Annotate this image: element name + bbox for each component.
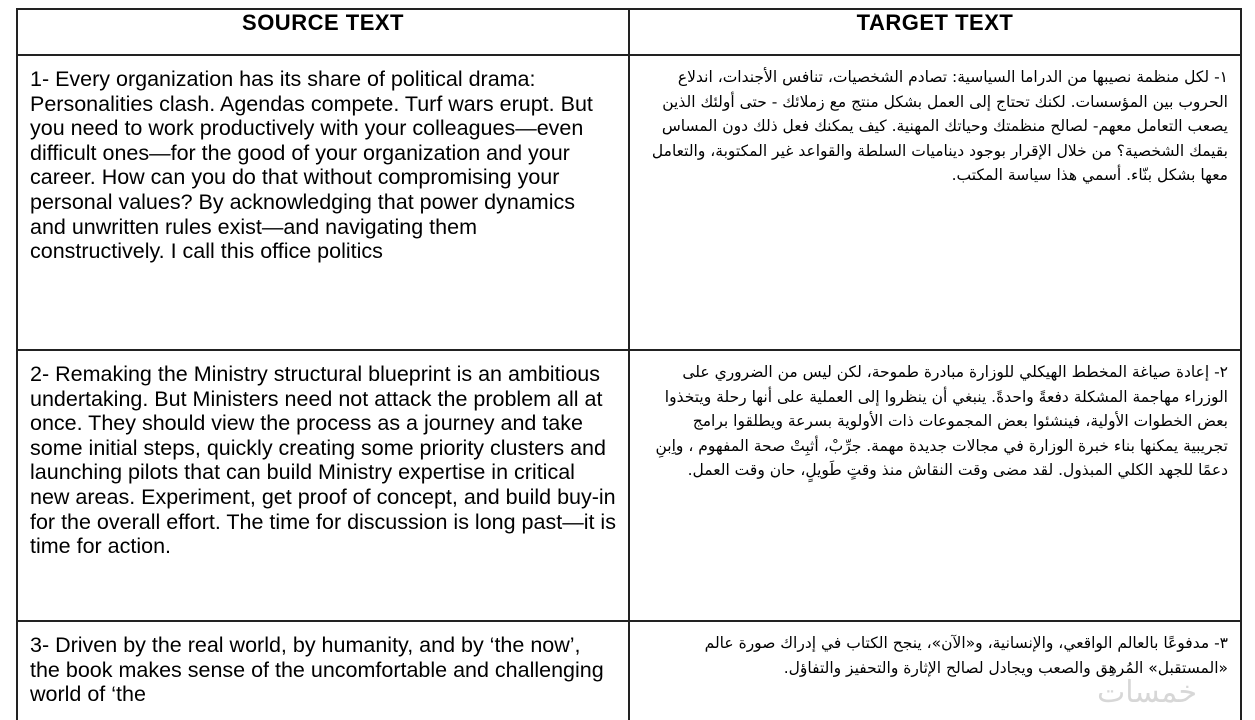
target-text: ١- لكل منظمة نصيبها من الدراما السياسية: تصادم الشخصيات، تنافس الأجندات، اندلاع الحروب بين المؤسسات. لكنك تحتاج إلى العمل بشكل منتج مع زملائك - حتى أولئك الذين يصعب التعامل معهم- لصالح منظمتك وحياتك المهنية. كيف يمكنك فعل ذلك دون المساس بقيمك الشخصية؟ من خلال الإقرار بوجود ديناميات السلطة والقواعد غير المكتوبة، والتعامل معها بشكل بنّاء. أسمي هذا سياسة المكتب. <box>651 68 1228 185</box>
source-text: 2- Remaking the Ministry structural blueprint is an ambitious undertaking. But Ministers need not attack the problem all at once. They should view the process as a journey and take some initial steps, quickly creating some priority clusters and launching pilots that can build Ministry expertise in critical new areas. Experiment, get proof of concept, and build buy-in for the overall effort. The time for discussion is long past—it is time for action. <box>30 362 616 559</box>
target-text: ٢- إعادة صياغة المخطط الهيكلي للوزارة مبادرة طموحة، لكن ليس من الضروري على الوزراء مهاجمة المشكلة دفعةً واحدةً. ينبغي أن ينظروا إلى العملية على أنها رحلة ويتخذوا بعض الخطوات الأولية، فينشئوا بعض المجموعات ذات الأولوية بسرعة ويطلقوا برامج تجريبية يمكنها بناء خبرة الوزارة في مجالات جديدة مهمة. جرِّبْ، أثبِتْ صحة المفهوم ، واِبنِ دعمًا للجهد الكلي المبذول. لقد مضى وقت النقاش منذ وقتٍ طَويلٍ، حان وقت العمل. <box>655 363 1228 480</box>
source-text: 3- Driven by the real world, by humanity, and by ‘the now’, the book makes sense of the uncomfortable and challenging world of ‘the <box>30 633 604 707</box>
header-row <box>17 9 1241 55</box>
source-cell <box>17 621 629 720</box>
source-text: 1- Every organization has its share of political drama: Personalities clash. Agendas compete. Turf wars erupt. But you need to work productively with your colleagues—even difficult ones—for the good of your organization and your career. How can you do that without compromising your personal values? By acknowledging that power dynamics and unwritten rules exist—and navigating them constructively. I call this office politics <box>30 67 593 264</box>
watermark-logo: خمسات <box>1096 675 1197 710</box>
source-text-header: SOURCE TEXT <box>17 9 629 55</box>
source-cell <box>17 350 629 621</box>
table-row <box>17 350 1241 621</box>
source-cell <box>17 55 629 350</box>
table-row <box>17 621 1241 720</box>
target-cell <box>629 55 1241 350</box>
target-text-header: TARGET TEXT <box>629 9 1241 55</box>
target-text: ٣- مدفوعًا بالعالم الواقعي، والإنسانية، و«الآن»، ينجح الكتاب في إدراك صورة عالم «المستقبل» المُرهِق والصعب ويجادل لصالح الإثارة والتحفيز والتفاؤل. <box>704 634 1228 677</box>
target-cell <box>629 350 1241 621</box>
table-row <box>17 55 1241 350</box>
translation-table <box>16 8 1242 720</box>
